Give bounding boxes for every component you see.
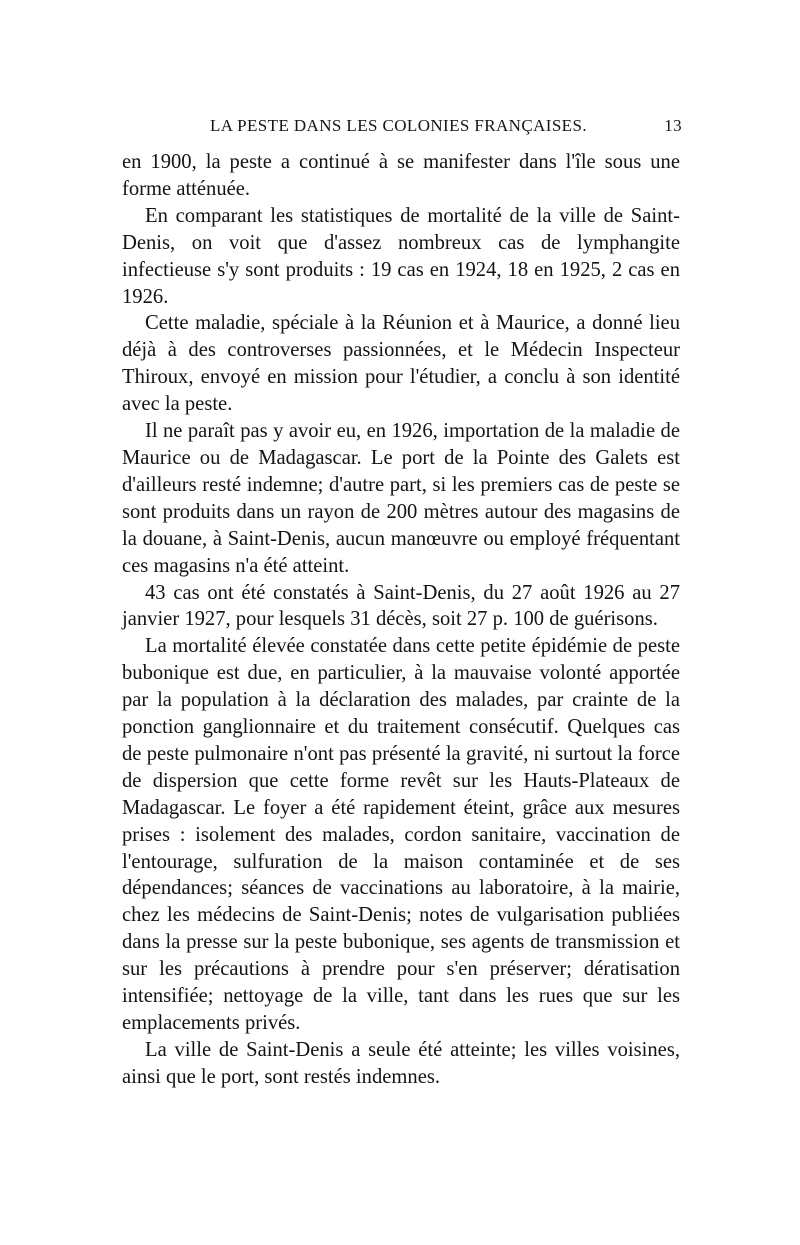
body-text bbox=[122, 149, 680, 1091]
paragraph-importation: Il ne paraît pas y avoir eu, en 1926, importation de la maladie de Maurice ou de Madagascar. Le port de la Pointe des Galets est d'ailleurs resté indemne; d'autre part, si les premiers cas de peste se sont produits dans un rayon de 200 mètres autour des magasins de la douane, à Saint-Denis, aucun manœuvre ou employé fréquentant ces magasins n'a été atteint. bbox=[122, 420, 680, 577]
running-header bbox=[122, 116, 682, 140]
paragraph-lymphangitis: Cette maladie, spéciale à la Réunion et à Maurice, a donné lieu déjà à des controverses passionnées, et le Médecin Inspecteur Thiroux, envoyé en mission pour l'étudier, a conclu à son identité avec la peste. bbox=[122, 312, 680, 416]
paragraph-mortality-measures: La mortalité élevée constatée dans cette petite épidémie de peste bubonique est due, en particulier, à la mauvaise volonté apportée par la population à la déclaration des malades, par crainte de la ponction ganglionnaire et du traitement consécutif. Quelques cas de peste pulmonaire n'ont pas présenté la gravité, ni surtout la force de dispersion que cette forme revêt sur les Hauts-Plateaux de Madagascar. Le foyer a été rapidement éteint, grâce aux mesures prises : isolement des malades, cordon sanitaire, vaccination de l'entourage, sulfuration de la maison contaminée et de ses dépendances; séances de vaccinations au laboratoire, à la mairie, chez les médecins de Saint-Denis; notes de vulgarisation publiées dans la presse sur la peste bubonique, ses agents de transmission et sur les précautions à prendre pour s'en préserver; dératisation intensifiée; nettoyage de la ville, tant dans les rues que sur les emplacements privés. bbox=[122, 635, 680, 1034]
paragraph-continued: en 1900, la peste a continué à se manifester dans l'île sous une forme atténuée. bbox=[122, 151, 680, 200]
page-number: 13 bbox=[664, 116, 682, 135]
running-title: LA PESTE DANS LES COLONIES FRANÇAISES. bbox=[210, 116, 587, 135]
paragraph-conclusion: La ville de Saint-Denis a seule été atteinte; les villes voisines, ainsi que le port, sont restés indemnes. bbox=[122, 1038, 680, 1088]
paragraph-case-count: 43 cas ont été constatés à Saint-Denis, du 27 août 1926 au 27 janvier 1927, pour lesquels 31 décès, soit 27 p. 100 de guérisons. bbox=[122, 581, 680, 631]
paragraph-statistics: En comparant les statistiques de mortalité de la ville de Saint-Denis, on voit que d'assez nombreux cas de lymphangite infectieuse s'y sont produits : 19 cas en 1924, 18 en 1925, 2 cas en 1926. bbox=[122, 204, 680, 308]
